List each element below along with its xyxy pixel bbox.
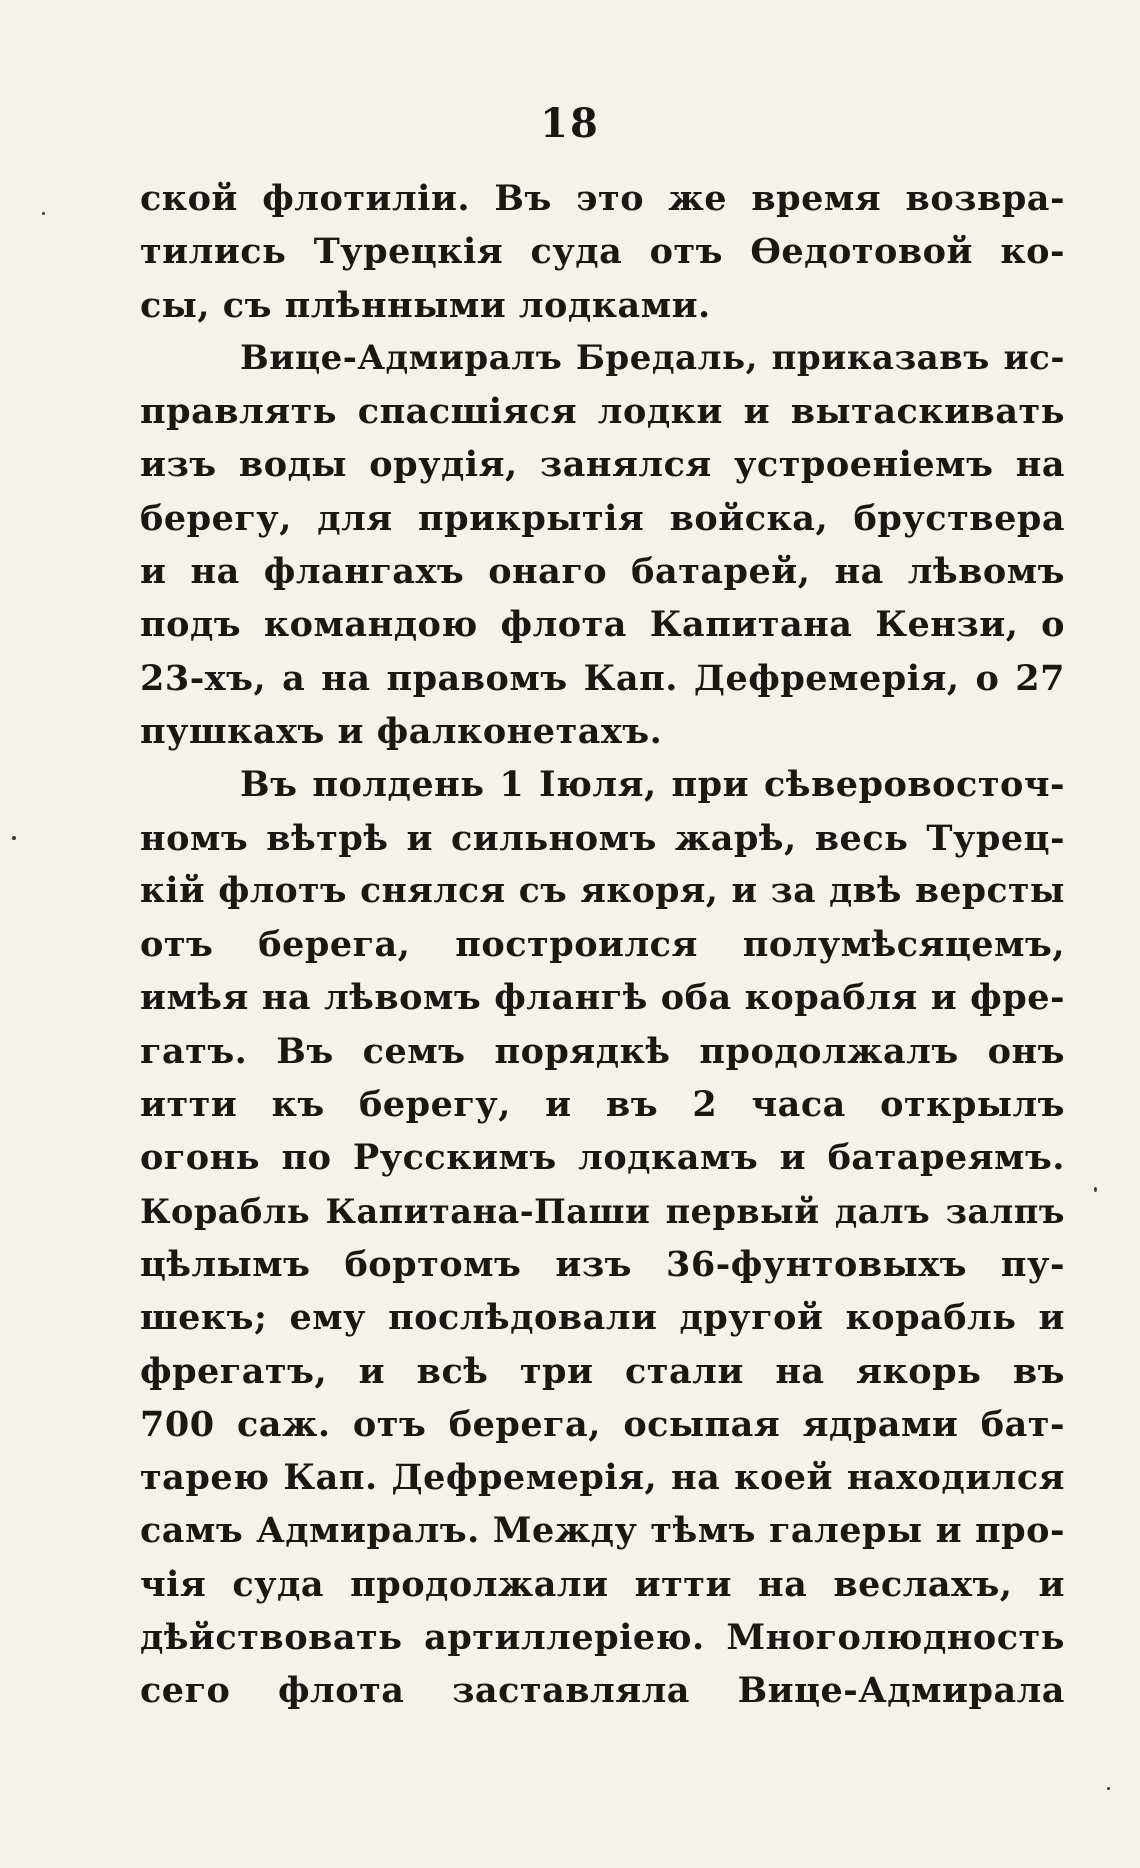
text-line: имѣя на лѣвомъ флангѣ оба корабля и фре- bbox=[140, 977, 1065, 1019]
text-line: сего флота заставляла Вице-Адмирала bbox=[140, 1670, 1065, 1712]
page-number: 18 bbox=[540, 100, 600, 147]
text-line: цѣлымъ бортомъ изъ 36-фунтовыхъ пу- bbox=[140, 1243, 1065, 1285]
text-line: тарею Кап. Дефремерія, на коей находился bbox=[140, 1457, 1065, 1499]
text-line: сы, съ плѣнными лодками. bbox=[140, 284, 711, 326]
text-line: чія суда продолжали итти на веслахъ, и bbox=[140, 1563, 1065, 1605]
text-line: тились Турецкія суда отъ Ѳедотовой ко- bbox=[140, 231, 1065, 273]
text-line: гатъ. Въ семъ порядкѣ продолжалъ онъ bbox=[140, 1030, 1065, 1072]
paper-speck bbox=[12, 836, 16, 840]
body-text bbox=[140, 172, 1065, 1718]
text-line: берегу, для прикрытія войска, бруствера bbox=[140, 497, 1065, 539]
text-line: Вице-Адмиралъ Бредаль, приказавъ ис- bbox=[240, 337, 1065, 378]
text-line: подъ командою флота Капитана Кензи, о bbox=[140, 604, 1065, 646]
text-line: Корабль Капитана-Паши первый далъ залпъ bbox=[140, 1191, 1065, 1231]
paper-speck bbox=[42, 212, 45, 215]
text-line: фрегатъ, и всѣ три стали на якорь въ bbox=[140, 1350, 1065, 1392]
paper-speck bbox=[1107, 1787, 1110, 1790]
text-line: изъ воды орудія, занялся устроеніемъ на bbox=[140, 444, 1065, 486]
text-line: дѣйствовать артиллеріею. Многолюдность bbox=[140, 1617, 1065, 1659]
text-line: шекъ; ему послѣдовали другой корабль и bbox=[140, 1297, 1065, 1339]
text-line: огонь по Русскимъ лодкамъ и батареямъ. bbox=[140, 1137, 1065, 1179]
text-line: и на флангахъ онаго батарей, на лѣвомъ bbox=[140, 551, 1065, 593]
paper-speck bbox=[1094, 1187, 1097, 1192]
text-line: кій флотъ снялся съ якоря, и за двѣ версты bbox=[140, 870, 1065, 911]
text-line: 700 саж. отъ берега, осыпая ядрами бат- bbox=[140, 1403, 1065, 1445]
text-line: самъ Адмиралъ. Между тѣмъ галеры и про- bbox=[140, 1510, 1065, 1552]
text-line: отъ берега, построился полумѣсяцемъ, bbox=[140, 924, 1065, 966]
text-line: ской флотиліи. Въ это же время возвра- bbox=[140, 178, 1065, 219]
text-line: номъ вѣтрѣ и сильномъ жарѣ, весь Турец- bbox=[140, 817, 1065, 859]
text-line: правлять спасшіяся лодки и вытаскивать bbox=[140, 391, 1065, 433]
text-line: итти къ берегу, и въ 2 часа открылъ bbox=[140, 1084, 1065, 1126]
text-line: пушкахъ и фалконетахъ. bbox=[140, 710, 663, 752]
text-line: 23-хъ, а на правомъ Кап. Дефремерія, о 27 bbox=[140, 657, 1065, 699]
text-line: Въ полдень 1 Іюля, при сѣверовосточ- bbox=[240, 764, 1065, 806]
